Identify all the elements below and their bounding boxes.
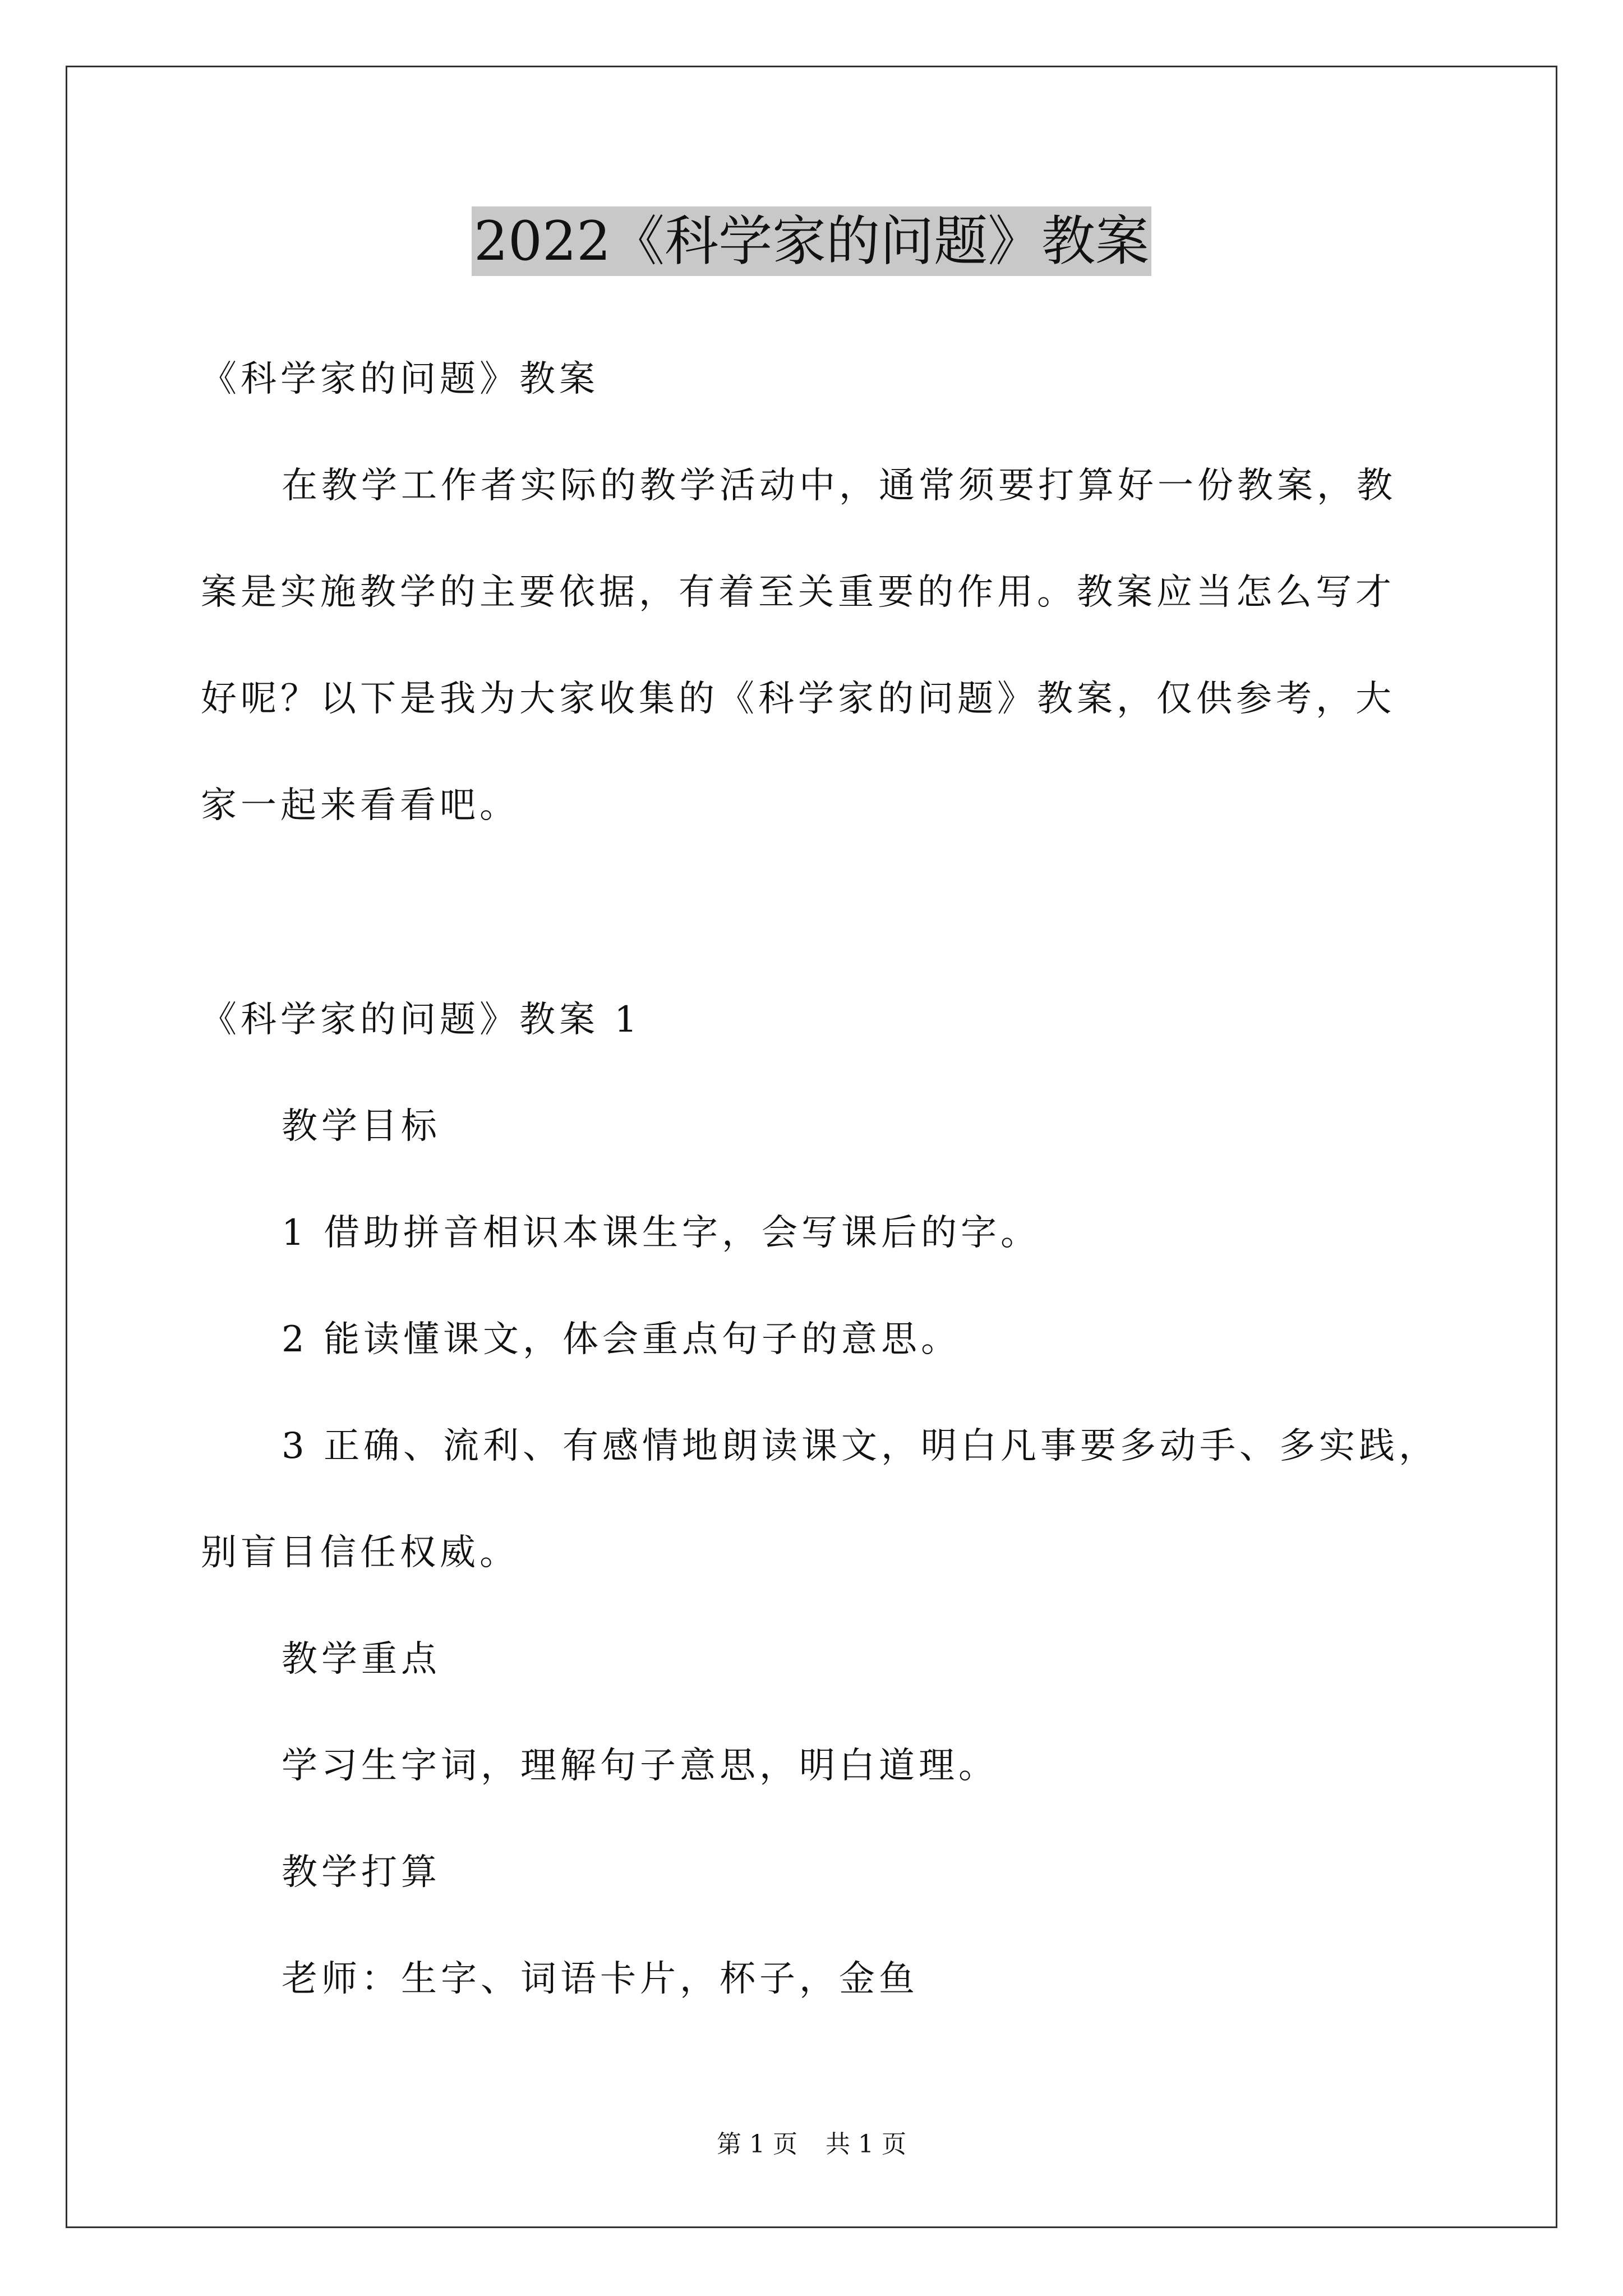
intro-paragraph-line-1: 在教学工作者实际的教学活动中，通常须要打算好一份教案，教 <box>282 465 1396 507</box>
prep-text: 老师：生字、词语卡片，杯子，金鱼 <box>282 1958 919 2000</box>
prep-heading: 教学打算 <box>282 1852 441 1893</box>
document-subtitle: 《科学家的问题》教案 <box>201 358 599 400</box>
intro-paragraph-line-3: 好呢？以下是我为大家收集的《科学家的问题》教案，仅供参考，大 <box>201 678 1395 720</box>
focus-heading: 教学重点 <box>282 1639 441 1680</box>
goal-2: 2 能读懂课文，体会重点句子的意思。 <box>282 1319 961 1360</box>
goals-heading: 教学目标 <box>282 1106 441 1147</box>
page-total: 共 1 页 <box>826 2130 906 2159</box>
focus-text: 学习生字词，理解句子意思，明白道理。 <box>282 1745 998 1787</box>
page-number: 第 1 页 <box>717 2130 797 2159</box>
goal-1: 1 借助拼音相识本课生字，会写课后的字。 <box>282 1212 1041 1254</box>
intro-paragraph-line-2: 案是实施教学的主要依据，有着至关重要的作用。教案应当怎么写才 <box>201 572 1395 613</box>
document-title: 2022《科学家的问题》教案 <box>472 206 1151 276</box>
title-container <box>0 206 1623 276</box>
goal-3-line-1: 3 正确、流利、有感情地朗读课文，明白凡事要多动手、多实践， <box>282 1425 1439 1467</box>
page-footer <box>0 2129 1623 2160</box>
intro-paragraph-line-4: 家一起来看看吧。 <box>201 785 519 826</box>
goal-3-line-2: 别盲目信任权威。 <box>201 1532 519 1573</box>
section-heading: 《科学家的问题》教案 1 <box>201 999 642 1041</box>
